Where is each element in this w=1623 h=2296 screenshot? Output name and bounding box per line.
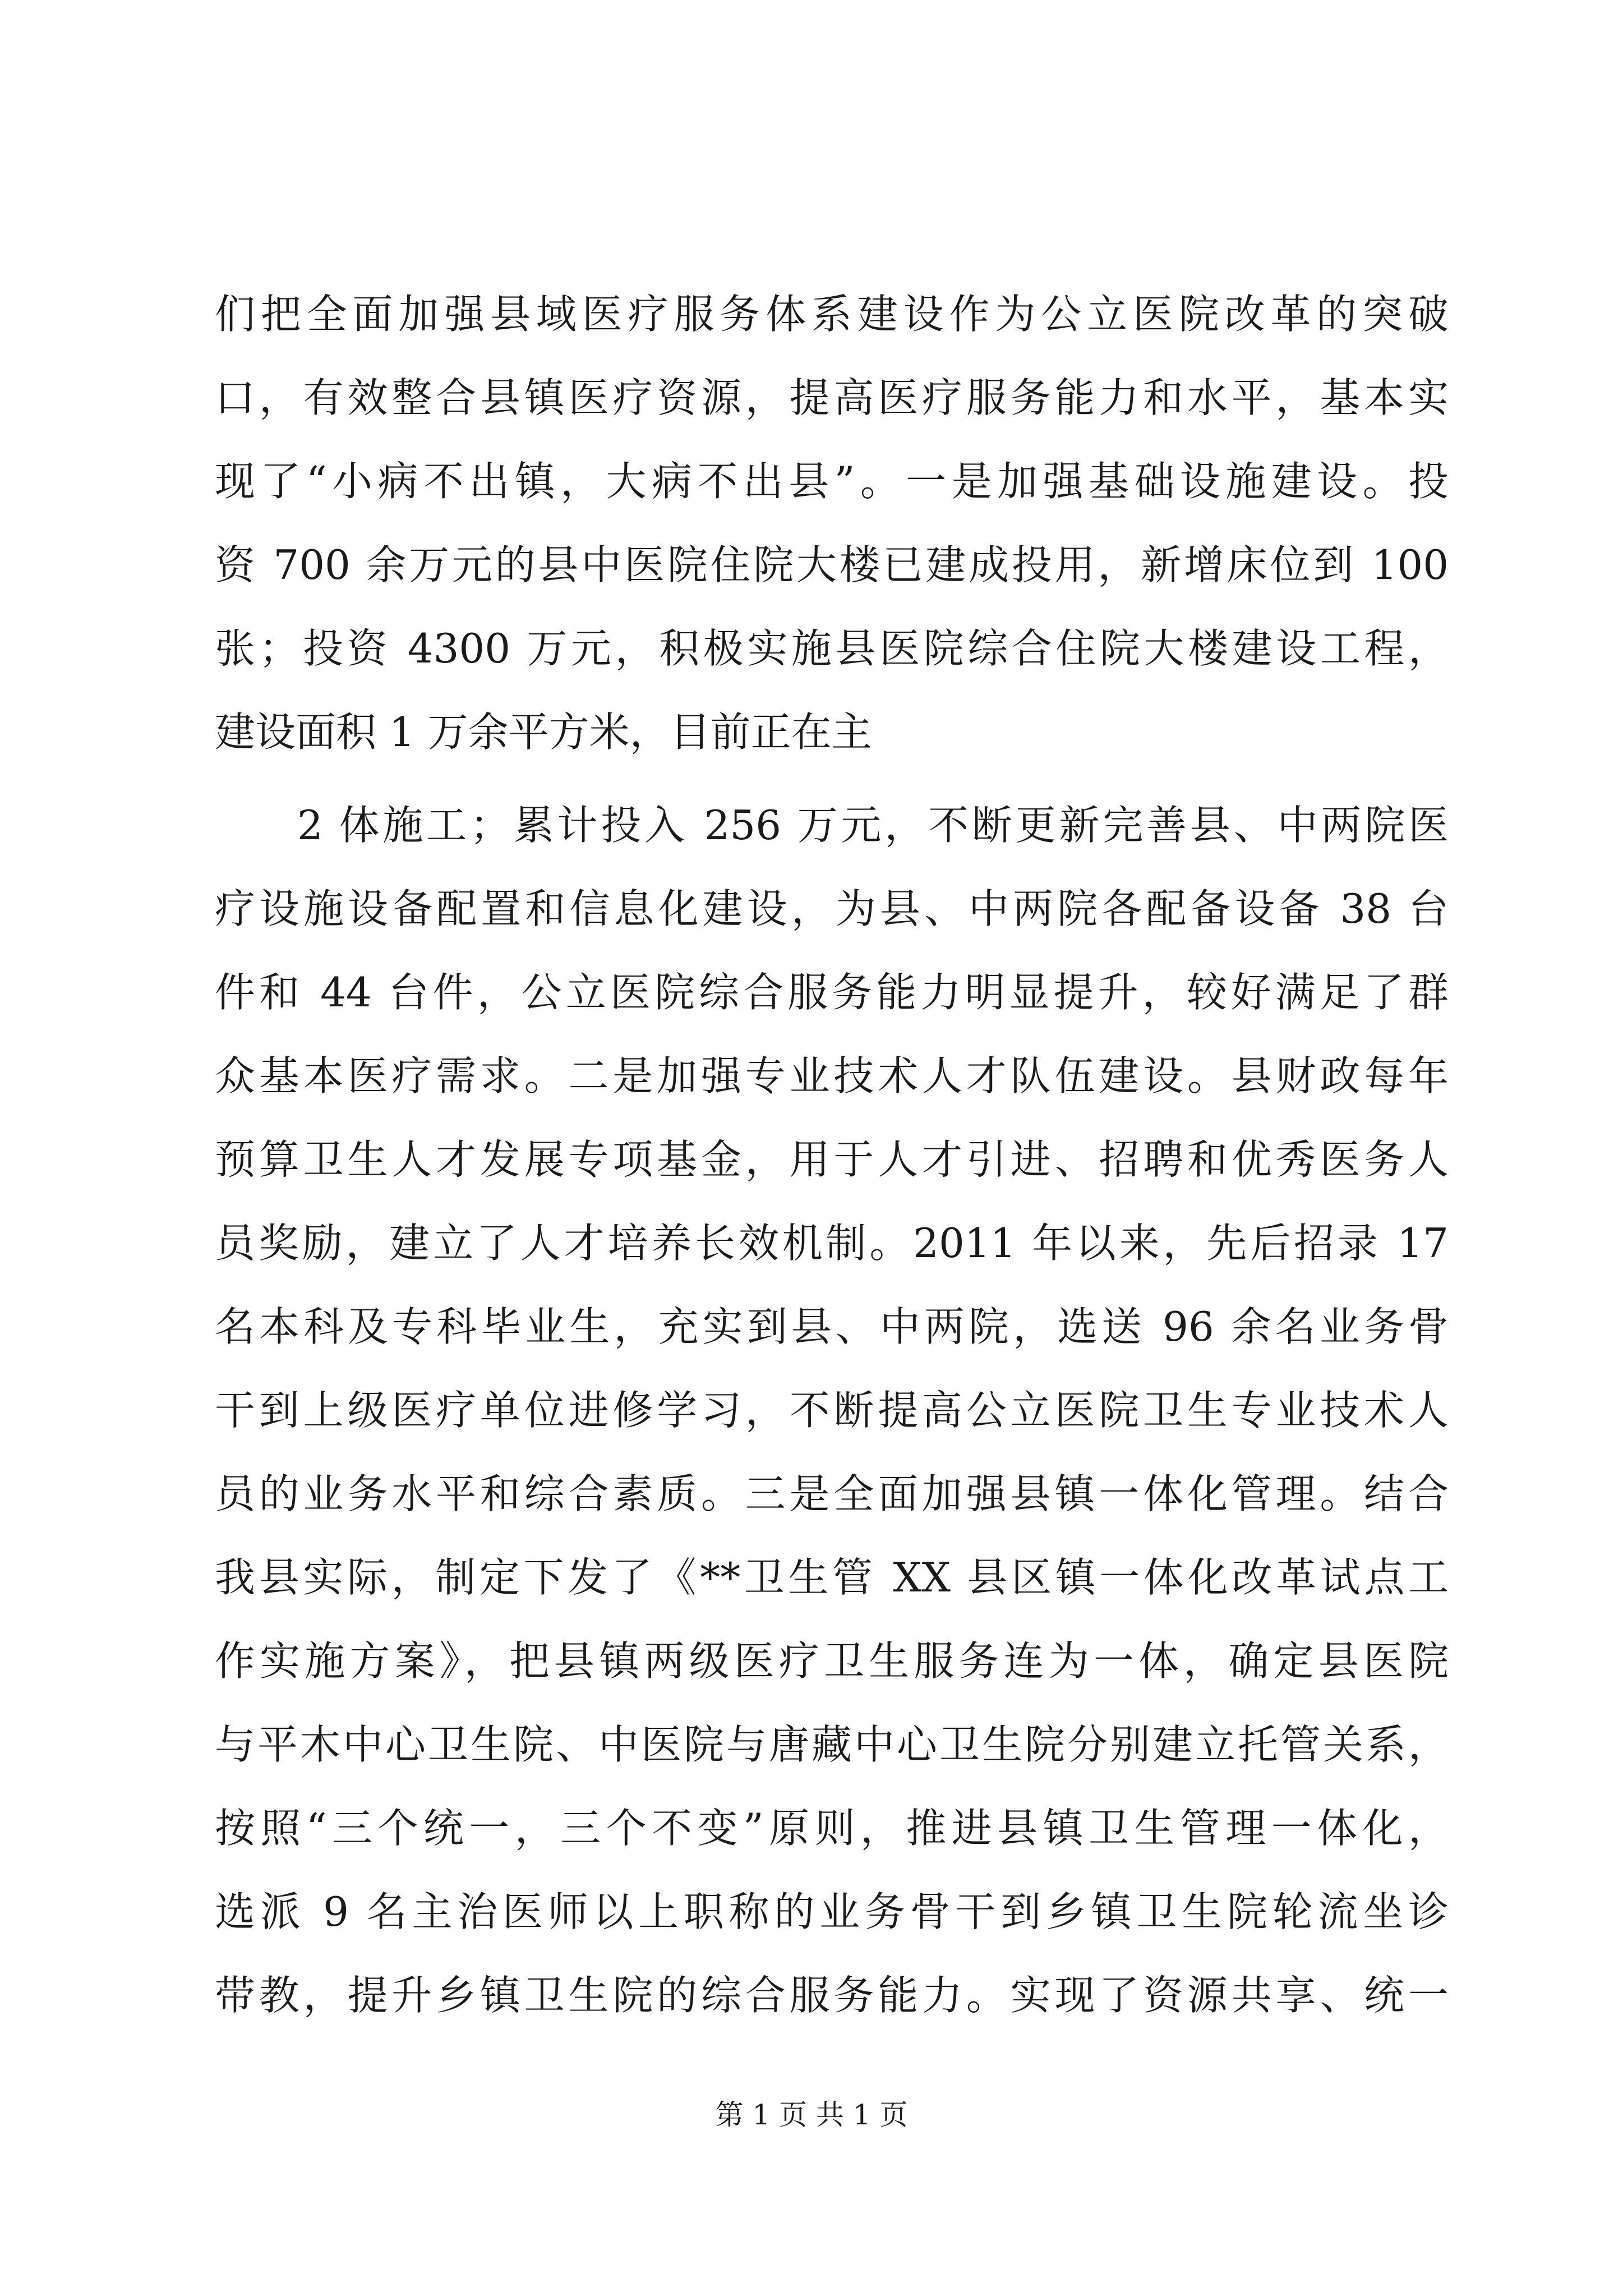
text-line: 员奖励，建立了人才培养长效机制。2011 年以来，先后招录 17 bbox=[215, 1220, 1449, 1267]
paragraph-first-line: 2 体施工；累计投入 256 万元，不断更新完善县、中两院医 bbox=[297, 802, 1449, 849]
text-line: 选派 9 名主治医师以上职称的业务骨干到乡镇卫生院轮流坐诊 bbox=[215, 1888, 1449, 1935]
text-line: 资 700 余万元的县中医院住院大楼已建成投用，新增床位到 100 bbox=[215, 541, 1449, 588]
text-line: 带教，提升乡镇卫生院的综合服务能力。实现了资源共享、统一 bbox=[215, 1972, 1449, 2019]
text-line: 口，有效整合县镇医疗资源，提高医疗服务能力和水平，基本实 bbox=[215, 374, 1449, 421]
text-line: 张；投资 4300 万元，积极实施县医院综合住院大楼建设工程， bbox=[215, 625, 1449, 672]
text-line: 现了“小病不出镇，大病不出县”。一是加强基础设施建设。投 bbox=[215, 458, 1449, 505]
text-line: 名本科及专科毕业生，充实到县、中两院，选送 96 余名业务骨 bbox=[215, 1303, 1449, 1350]
text-line: 员的业务水平和综合素质。三是全面加强县镇一体化管理。结合 bbox=[215, 1470, 1449, 1517]
page-number-footer: 第 1 页 共 1 页 bbox=[715, 2099, 908, 2131]
text-line: 按照“三个统一，三个不变”原则，推进县镇卫生管理一体化， bbox=[215, 1805, 1449, 1852]
text-line: 与平木中心卫生院、中医院与唐藏中心卫生院分别建立托管关系， bbox=[215, 1721, 1449, 1768]
text-line: 们把全面加强县域医疗服务体系建设作为公立医院改革的突破 bbox=[215, 291, 1449, 338]
text-line: 预算卫生人才发展专项基金，用于人才引进、招聘和优秀医务人 bbox=[215, 1136, 1449, 1183]
text-line: 众基本医疗需求。二是加强专业技术人才队伍建设。县财政每年 bbox=[215, 1052, 1449, 1099]
text-line: 我县实际，制定下发了《**卫生管 XX 县区镇一体化改革试点工 bbox=[215, 1554, 1449, 1601]
text-line: 件和 44 台件，公立医院综合服务能力明显提升，较好满足了群 bbox=[215, 969, 1449, 1016]
text-line: 作实施方案》，把县镇两级医疗卫生服务连为一体，确定县医院 bbox=[215, 1637, 1449, 1685]
text-line: 疗设施设备配置和信息化建设，为县、中两院各配备设备 38 台 bbox=[215, 885, 1449, 932]
text-line: 建设面积 1 万余平方米，目前正在主 bbox=[215, 708, 872, 756]
text-line: 干到上级医疗单位进修学习，不断提高公立医院卫生专业技术人 bbox=[215, 1387, 1449, 1434]
